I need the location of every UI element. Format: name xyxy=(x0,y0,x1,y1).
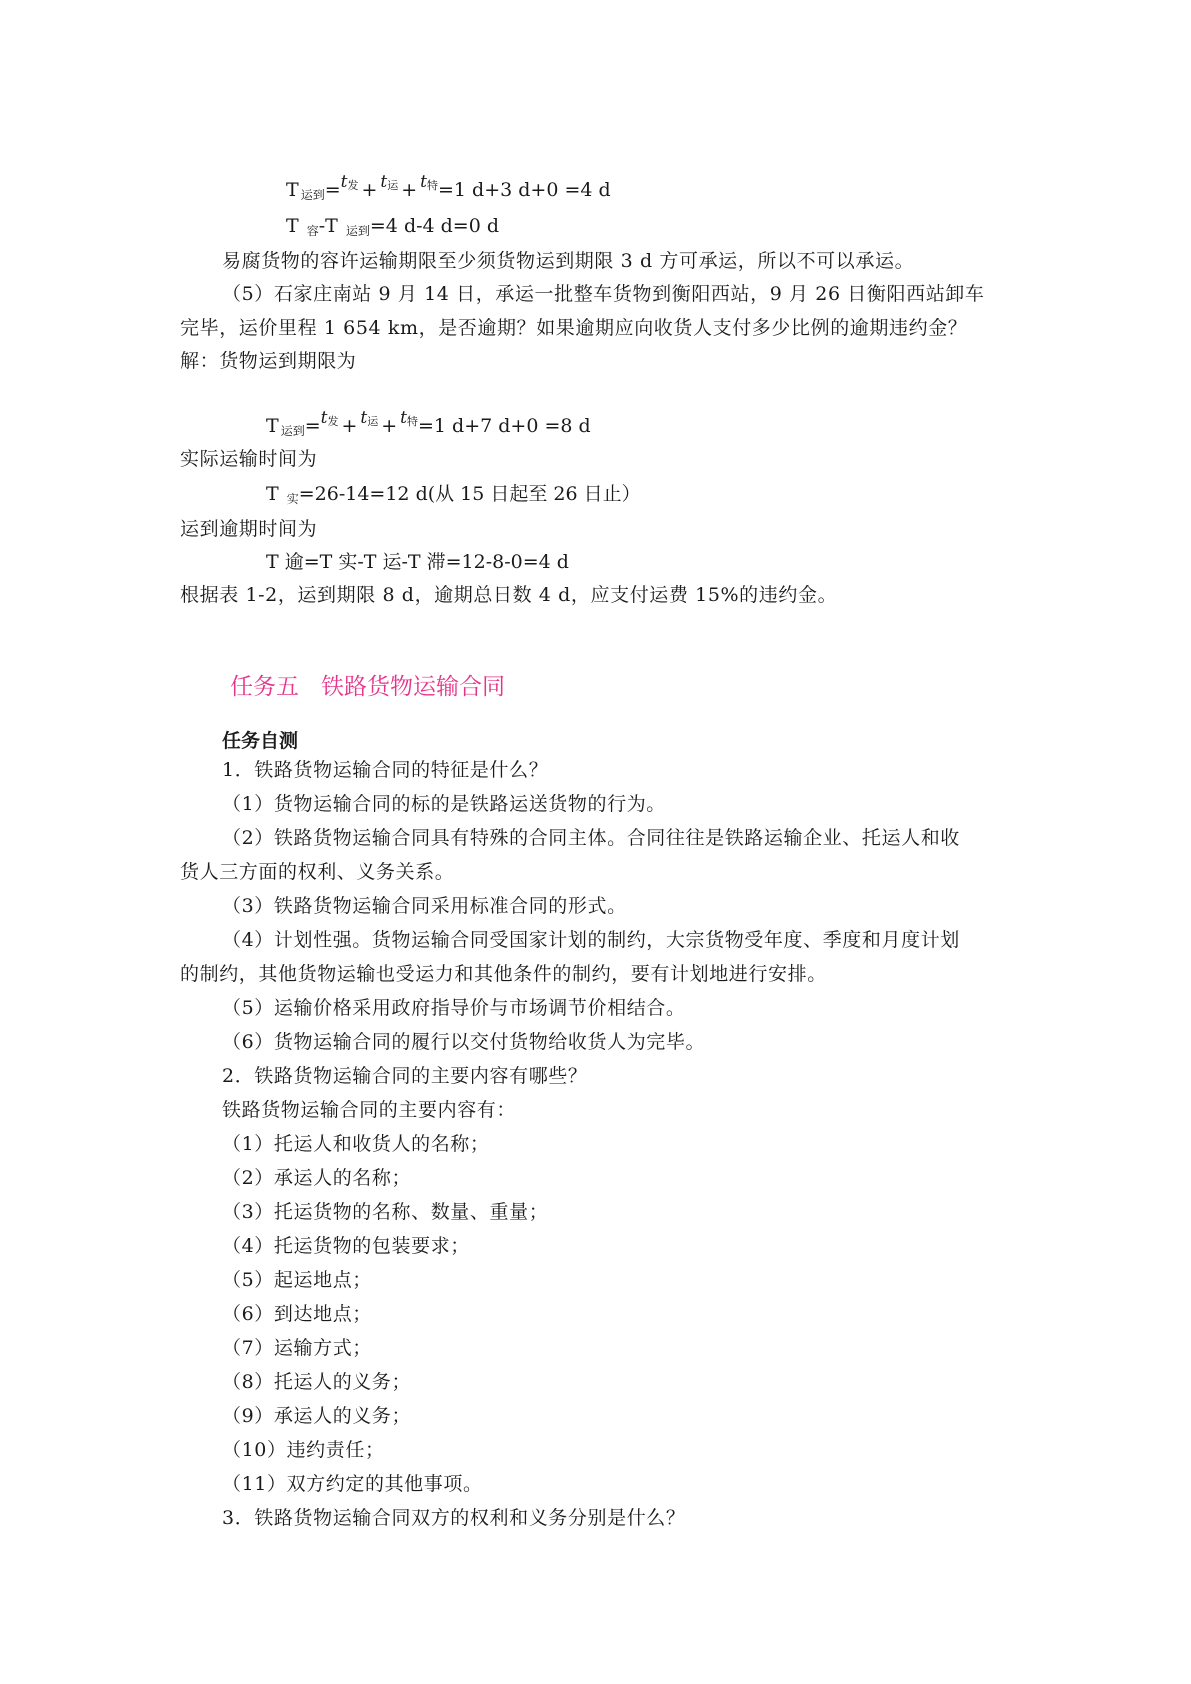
formula-result: =1 d+3 d+0 =4 d xyxy=(438,179,611,201)
list-item: （6）到达地点； xyxy=(222,1303,372,1325)
list-item: （5）起运地点； xyxy=(222,1269,372,1291)
paragraph-problem-5-cont: 完毕，运价里程 1 654 km，是否逾期？如果逾期应向收货人支付多少比例的逾期违约金？ xyxy=(180,317,968,339)
list-item: （3）托运货物的名称、数量、重量； xyxy=(222,1201,549,1223)
formula-result: =26-14=12 d(从 15 日起至 26 日止） xyxy=(298,483,641,505)
list-item: （10）违约责任； xyxy=(222,1439,385,1461)
formula-term: t xyxy=(380,172,388,192)
list-item: （1）托运人和收货人的名称； xyxy=(222,1133,490,1155)
formula-symbol: T xyxy=(286,179,299,201)
formula-operator: + xyxy=(381,415,398,437)
formula-symbol: T xyxy=(266,415,279,437)
formula-difference xyxy=(286,214,499,243)
formula-result: =4 d-4 d=0 d xyxy=(369,215,500,237)
paragraph-actual-label: 实际运输时间为 xyxy=(180,448,318,470)
list-item: （5）运输价格采用政府指导价与市场调节价相结合。 xyxy=(222,997,686,1019)
formula-subscript: 特 xyxy=(427,179,438,192)
list-item: （4）计划性强。货物运输合同受国家计划的制约，大宗货物受年度、季度和月度计划 xyxy=(222,929,960,951)
formula-term: t xyxy=(320,408,328,428)
formula-subscript: 发 xyxy=(327,415,339,428)
formula-subscript: 特 xyxy=(407,415,418,428)
formula-term: t xyxy=(360,408,368,428)
list-item: （2）铁路货物运输合同具有特殊的合同主体。合同往往是铁路运输企业、托运人和收 xyxy=(222,827,960,849)
section-label: 任务五 xyxy=(230,674,299,700)
formula-subscript: 实 xyxy=(286,492,299,506)
formula-symbol: T xyxy=(286,215,305,237)
list-item: （8）托运人的义务； xyxy=(222,1371,412,1393)
formula-term: t xyxy=(420,172,427,192)
paragraph-overdue-label: 运到逾期时间为 xyxy=(180,518,318,540)
formula-overdue: T 逾=T 实-T 运-T 滞=12-8-0=4 d xyxy=(266,551,569,573)
formula-actual-time xyxy=(266,482,641,511)
question-3: 3．铁路货物运输合同双方的权利和义务分别是什么？ xyxy=(222,1507,686,1529)
formula-operator: + xyxy=(401,179,418,201)
paragraph-problem-5: （5）石家庄南站 9 月 14 日，承运一批整车货物到衡阳西站，9 月 26 日衡阳西站卸车 xyxy=(222,283,985,305)
list-item: （6）货物运输合同的履行以交付货物给收货人为完毕。 xyxy=(222,1031,706,1053)
formula-symbol: T xyxy=(266,483,285,505)
list-item-cont: 的制约，其他货物运输也受运力和其他条件的制约，要有计划地进行安排。 xyxy=(180,963,827,985)
formula-operator: + xyxy=(341,415,358,437)
subsection-heading: 任务自测 xyxy=(222,730,299,752)
question-2: 2．铁路货物运输合同的主要内容有哪些？ xyxy=(222,1065,588,1087)
list-item-cont: 货人三方面的权利、义务关系。 xyxy=(180,861,455,883)
formula-subscript: 运到 xyxy=(280,424,305,438)
formula-subscript: 运 xyxy=(387,179,399,192)
formula-term: t xyxy=(340,172,348,192)
formula-subscript: 运到 xyxy=(345,224,370,238)
paragraph-conclusion-1: 易腐货物的容许运输期限至少须货物运到期限 3 d 方可承运，所以不可以承运。 xyxy=(222,250,915,272)
question-1: 1．铁路货物运输合同的特征是什么？ xyxy=(222,759,549,781)
section-title xyxy=(230,668,505,701)
formula-result: =1 d+7 d+0 =8 d xyxy=(418,415,591,437)
section-name: 铁路货物运输合同 xyxy=(321,674,505,700)
formula-term: t xyxy=(400,408,407,428)
formula-operator: + xyxy=(361,179,378,201)
list-item: （4）托运货物的包装要求； xyxy=(222,1235,470,1257)
list-item: （2）承运人的名称； xyxy=(222,1167,412,1189)
list-item: （7）运输方式； xyxy=(222,1337,372,1359)
formula-symbol: -T xyxy=(318,215,344,237)
formula-equals: = xyxy=(304,415,321,437)
paragraph: 铁路货物运输合同的主要内容有： xyxy=(222,1099,517,1121)
paragraph-solution-label: 解：货物运到期限为 xyxy=(180,350,357,372)
formula-subscript: 运 xyxy=(367,415,379,428)
paragraph-conclusion-2: 根据表 1-2，运到期限 8 d，逾期总日数 4 d，应支付运费 15%的违约金。 xyxy=(180,584,838,606)
list-item: （3）铁路货物运输合同采用标准合同的形式。 xyxy=(222,895,627,917)
formula-transit-limit-1 xyxy=(286,170,611,207)
list-item: （9）承运人的义务； xyxy=(222,1405,412,1427)
list-item: （1）货物运输合同的标的是铁路运送货物的行为。 xyxy=(222,793,666,815)
formula-transit-limit-2 xyxy=(266,406,591,443)
formula-subscript: 发 xyxy=(347,179,359,192)
list-item: （11）双方约定的其他事项。 xyxy=(222,1473,483,1495)
formula-subscript: 容 xyxy=(306,224,319,238)
formula-equals: = xyxy=(324,179,341,201)
formula-subscript: 运到 xyxy=(300,188,325,202)
